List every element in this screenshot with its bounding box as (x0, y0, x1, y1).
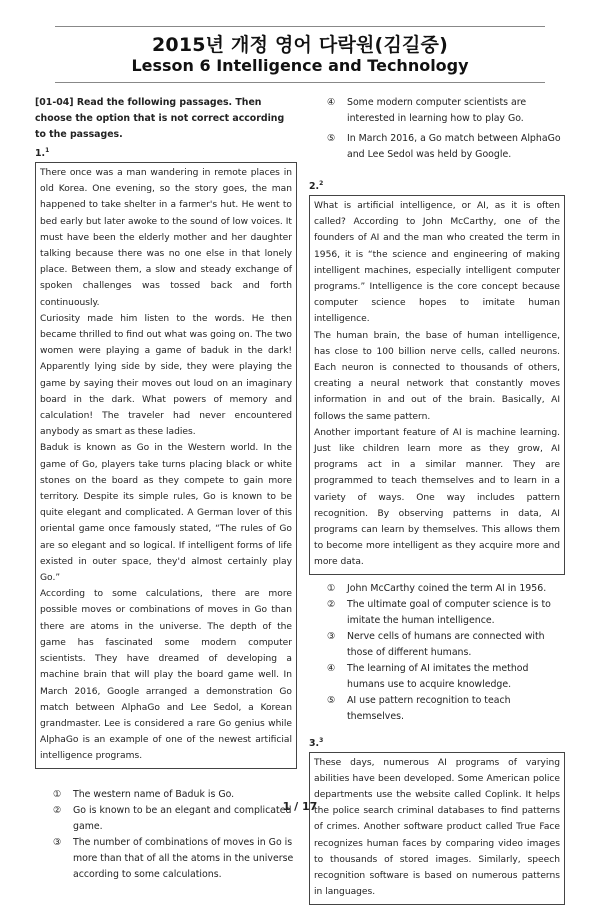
left-column (35, 95, 297, 883)
option-item[interactable]: ⑤ In March 2016, a Go match between AlphaGo and Lee Sedol was held by Google. (327, 133, 561, 160)
passage-paragraph: The human brain, the base of human intelligence, has close to 100 billion nerve cells, called neurons. Each neuron is connected to thousands of others, creating a neural network that constantly moves information in and out of the brain. Basically, AI follows the same pattern. (314, 330, 560, 422)
question-3-number: 3.$^3$ (309, 736, 324, 749)
option-item[interactable]: ③ Nerve cells of humans are connected with those of different humans. (327, 630, 545, 658)
question-2-passage (309, 195, 565, 575)
passage-paragraph: There once was a man wandering in remote places in old Korea. One evening, so the story goes, the man happened to take shelter in a farmer's hut. He went to bed early but later awoke to the sound of low voices. It must have been the elderly mother and her daughter talking because there was no one else in that lonely place. Between them, a slow and steady exchange of spoken challenges was tossed back and forth continuously. (40, 168, 292, 308)
lesson-subtitle: Lesson 6 Intelligence and Technology (131, 56, 469, 75)
document-title: 2015년 개정 영어 다락원(김길중) (152, 34, 448, 56)
question-1-passage (35, 162, 297, 769)
passage-paragraph: Curiosity made him listen to the words. He then became thrilled to find out what was going on. The two women were playing a game of baduk in the dark! Apparently lying side by side, they were playing the game by saying their moves out loud on an imaginary board in the dark. What powers of memory and calculation! The traveler had never encountered anybody as smart as these ladies. (40, 313, 292, 438)
header-rule (55, 82, 545, 83)
passage-paragraph: Baduk is known as Go in the Western world. In the game of Go, players take turns placing black or white stones on the board as they compete to gain more territory. Despite its simple rules, Go is known to be quite elegant and complicated. A German lover of this oriental game once famously stated, “The rules of Go are so elegant and so logical. If intelligent forms of life existed in outer space, they'd almost certainly play Go.” (40, 443, 292, 584)
right-column (309, 95, 565, 905)
question-1-number: 1.$^1$ (35, 147, 50, 159)
option-item[interactable]: ① John McCarthy coined the term AI in 1956. (327, 582, 547, 594)
option-item[interactable]: ③ The number of combinations of moves in Go is more than that of all the atoms in the universe according to some calculations. (53, 836, 294, 880)
passage-paragraph: Another important feature of AI is machine learning. Just like children learn more as they grow, AI programs act in a similar manner. They are programmed to teach themselves and to learn in a variety of ways. One way includes pattern recognition. By observing patterns in data, AI programs can learn by themselves. This allows them to become more intelligent as they acquire more and more data. (314, 427, 560, 568)
option-item[interactable]: ④ The learning of AI imitates the method humans use to acquire knowledge. (327, 662, 529, 690)
page-number: 1 / 17 (282, 800, 318, 813)
top-rule (55, 26, 545, 27)
option-item[interactable]: ① The western name of Baduk is Go. (53, 788, 235, 800)
option-item[interactable]: ② The ultimate goal of computer science is to imitate the human intelligence. (327, 598, 551, 626)
question-1-options-continued (309, 95, 565, 163)
passage-paragraph: According to some calculations, there are more possible moves or combinations of moves in Go than there are atoms in the universe. The depth of the game has fascinated some modern computer scientists. They have dreamed of developing a machine brain that will play the board game well. In March 2016, Google arranged a demonstration Go match between AlphaGo and Lee Sedol, a Korean grandmaster. Lee is considered a rare Go genius while AlphaGo is an example of one of the newest artificial intelligence programs. (40, 589, 292, 762)
option-item[interactable]: ⑤ AI use pattern recognition to teach themselves. (327, 694, 511, 722)
passage-paragraph: What is artificial intelligence, or AI, as it is often called? According to John McCarthy, one of the founders of AI and the man who created the term in 1956, it is “the science and engineering of making intelligent machines, especially intelligent computer programs.” Intelligence is the core concept because computer science hopes to imitate human intelligence. (314, 201, 560, 325)
option-item[interactable]: ④ Some modern computer scientists are interested in learning how to play Go. (327, 97, 527, 124)
question-2-number: 2.$^2$ (309, 180, 324, 192)
passage-paragraph: These days, numerous AI programs of varying abilities have been developed. Some American police departments use the website called Coplink. It helps the police search criminal databases to find patterns of crimes. Another software product called True Face recognizes human faces by comparing video images to thousands of stored images. Similarly, speech recognition software is based on numerous patterns in languages. (314, 757, 560, 898)
question-3-passage (309, 752, 565, 905)
question-2-options (309, 581, 565, 725)
option-item[interactable]: ② Go is known to be an elegant and complicated game. (53, 804, 292, 832)
instructions: [01-04] Read the following passages. Then choose the option that is not correct according to the passages. (35, 97, 285, 140)
